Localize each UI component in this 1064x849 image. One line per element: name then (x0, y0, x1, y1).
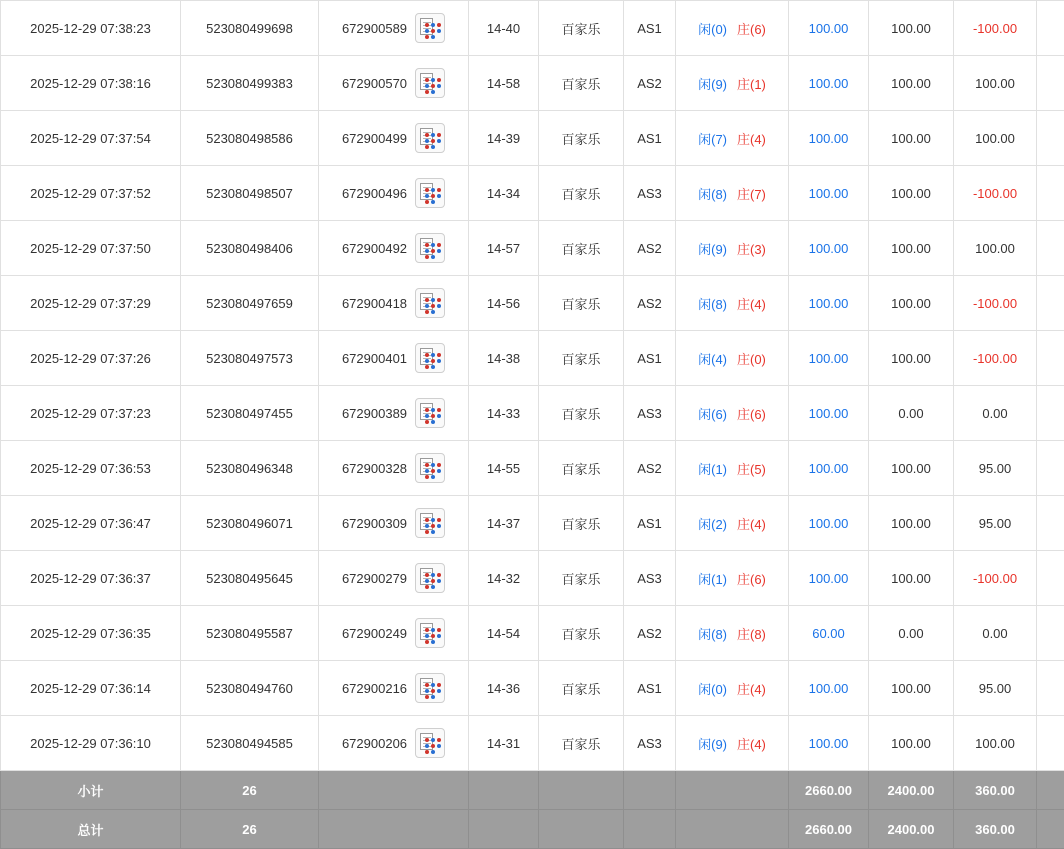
cell-time: 2025-12-29 07:37:29 (1, 276, 181, 331)
road-map-icon[interactable] (415, 508, 445, 538)
cell-bet (676, 386, 789, 441)
table-row (1, 276, 1064, 331)
total-seat-blank (624, 810, 676, 849)
bet-banker: 庄(8) (737, 624, 766, 643)
road-map-icon[interactable] (415, 178, 445, 208)
cell-round-no (319, 551, 469, 606)
total-round-blank (319, 810, 469, 849)
cell-spacer (1037, 56, 1064, 111)
total-spacer (1037, 810, 1064, 849)
round-no-text: 672900389 (342, 406, 407, 421)
subtotal-spacer (1037, 771, 1064, 810)
round-no-text: 672900589 (342, 21, 407, 36)
cell-order-no: 523080499383 (181, 56, 319, 111)
cell-spacer (1037, 221, 1064, 276)
subtotal-seat-blank (624, 771, 676, 810)
cell-table-no: 14-38 (469, 331, 539, 386)
cell-order-no: 523080494760 (181, 661, 319, 716)
cell-time: 2025-12-29 07:36:35 (1, 606, 181, 661)
cell-time: 2025-12-29 07:36:47 (1, 496, 181, 551)
road-map-icon[interactable] (415, 563, 445, 593)
round-no-text: 672900279 (342, 571, 407, 586)
cell-spacer (1037, 606, 1064, 661)
cell-valid-amount: 100.00 (869, 441, 954, 496)
cell-valid-amount: 100.00 (869, 111, 954, 166)
subtotal-row (1, 771, 1064, 810)
cell-time: 2025-12-29 07:37:52 (1, 166, 181, 221)
cell-result: 100.00 (954, 221, 1037, 276)
total-table-blank (469, 810, 539, 849)
bet-player: 闲(2) (698, 514, 727, 533)
round-no-text: 672900401 (342, 351, 407, 366)
table-row (1, 56, 1064, 111)
cell-game: 百家乐 (539, 716, 624, 771)
bet-banker: 庄(3) (737, 239, 766, 258)
bet-player: 闲(0) (698, 19, 727, 38)
cell-table-no: 14-34 (469, 166, 539, 221)
cell-result: -100.00 (954, 331, 1037, 386)
total-valid-amount: 2400.00 (869, 810, 954, 849)
cell-seat: AS2 (624, 441, 676, 496)
cell-seat: AS2 (624, 606, 676, 661)
cell-spacer (1037, 1, 1064, 56)
cell-valid-amount: 100.00 (869, 276, 954, 331)
cell-time: 2025-12-29 07:36:37 (1, 551, 181, 606)
cell-valid-amount: 100.00 (869, 221, 954, 276)
cell-result: 95.00 (954, 441, 1037, 496)
cell-game: 百家乐 (539, 551, 624, 606)
cell-table-no: 14-31 (469, 716, 539, 771)
cell-game: 百家乐 (539, 441, 624, 496)
cell-amount: 100.00 (789, 551, 869, 606)
cell-amount: 100.00 (789, 276, 869, 331)
bet-records-body (1, 1, 1064, 849)
cell-result: 0.00 (954, 606, 1037, 661)
cell-order-no: 523080496071 (181, 496, 319, 551)
cell-result: 95.00 (954, 496, 1037, 551)
cell-valid-amount: 0.00 (869, 606, 954, 661)
cell-table-no: 14-56 (469, 276, 539, 331)
cell-result: 100.00 (954, 716, 1037, 771)
bet-banker: 庄(4) (737, 679, 766, 698)
cell-game: 百家乐 (539, 496, 624, 551)
table-row (1, 111, 1064, 166)
cell-order-no: 523080499698 (181, 1, 319, 56)
cell-seat: AS1 (624, 496, 676, 551)
cell-spacer (1037, 111, 1064, 166)
cell-seat: AS2 (624, 276, 676, 331)
cell-seat: AS2 (624, 221, 676, 276)
cell-bet (676, 441, 789, 496)
bet-banker: 庄(1) (737, 74, 766, 93)
subtotal-round-blank (319, 771, 469, 810)
cell-table-no: 14-57 (469, 221, 539, 276)
cell-spacer (1037, 276, 1064, 331)
cell-order-no: 523080498586 (181, 111, 319, 166)
cell-valid-amount: 100.00 (869, 716, 954, 771)
subtotal-result: 360.00 (954, 771, 1037, 810)
cell-order-no: 523080498507 (181, 166, 319, 221)
bet-player: 闲(9) (698, 734, 727, 753)
cell-time: 2025-12-29 07:36:53 (1, 441, 181, 496)
round-no-text: 672900206 (342, 736, 407, 751)
cell-table-no: 14-32 (469, 551, 539, 606)
table-row (1, 661, 1064, 716)
bet-banker: 庄(4) (737, 294, 766, 313)
cell-bet (676, 1, 789, 56)
cell-valid-amount: 100.00 (869, 551, 954, 606)
cell-round-no (319, 441, 469, 496)
cell-time: 2025-12-29 07:36:14 (1, 661, 181, 716)
bet-player: 闲(7) (698, 129, 727, 148)
cell-order-no: 523080495645 (181, 551, 319, 606)
cell-game: 百家乐 (539, 166, 624, 221)
cell-bet (676, 606, 789, 661)
bet-player: 闲(1) (698, 459, 727, 478)
cell-round-no (319, 56, 469, 111)
road-map-icon[interactable] (415, 68, 445, 98)
cell-seat: AS3 (624, 166, 676, 221)
cell-game: 百家乐 (539, 56, 624, 111)
cell-spacer (1037, 441, 1064, 496)
cell-valid-amount: 100.00 (869, 1, 954, 56)
round-no-text: 672900570 (342, 76, 407, 91)
cell-result: 100.00 (954, 111, 1037, 166)
bet-player: 闲(0) (698, 679, 727, 698)
cell-bet (676, 551, 789, 606)
cell-order-no: 523080498406 (181, 221, 319, 276)
cell-table-no: 14-40 (469, 1, 539, 56)
cell-game: 百家乐 (539, 1, 624, 56)
cell-time: 2025-12-29 07:36:10 (1, 716, 181, 771)
cell-bet (676, 276, 789, 331)
cell-result: -100.00 (954, 1, 1037, 56)
cell-table-no: 14-36 (469, 661, 539, 716)
table-row (1, 386, 1064, 441)
cell-game: 百家乐 (539, 221, 624, 276)
cell-amount: 100.00 (789, 661, 869, 716)
subtotal-count: 26 (181, 771, 319, 810)
cell-valid-amount: 0.00 (869, 386, 954, 441)
cell-seat: AS1 (624, 111, 676, 166)
cell-order-no: 523080495587 (181, 606, 319, 661)
cell-seat: AS3 (624, 386, 676, 441)
cell-amount: 100.00 (789, 111, 869, 166)
cell-amount: 100.00 (789, 716, 869, 771)
cell-spacer (1037, 166, 1064, 221)
cell-valid-amount: 100.00 (869, 166, 954, 221)
cell-order-no: 523080497455 (181, 386, 319, 441)
table-row (1, 441, 1064, 496)
cell-valid-amount: 100.00 (869, 496, 954, 551)
cell-game: 百家乐 (539, 331, 624, 386)
cell-amount: 100.00 (789, 496, 869, 551)
table-row (1, 166, 1064, 221)
subtotal-table-blank (469, 771, 539, 810)
bet-player: 闲(9) (698, 74, 727, 93)
bet-banker: 庄(6) (737, 19, 766, 38)
bet-banker: 庄(4) (737, 734, 766, 753)
cell-seat: AS1 (624, 331, 676, 386)
total-amount: 2660.00 (789, 810, 869, 849)
subtotal-bet-blank (676, 771, 789, 810)
bet-banker: 庄(4) (737, 129, 766, 148)
subtotal-valid-amount: 2400.00 (869, 771, 954, 810)
table-row (1, 551, 1064, 606)
cell-bet (676, 661, 789, 716)
bet-player: 闲(8) (698, 294, 727, 313)
bet-player: 闲(8) (698, 624, 727, 643)
round-no-text: 672900216 (342, 681, 407, 696)
bet-player: 闲(8) (698, 184, 727, 203)
cell-time: 2025-12-29 07:38:16 (1, 56, 181, 111)
cell-bet (676, 331, 789, 386)
cell-seat: AS3 (624, 551, 676, 606)
cell-table-no: 14-33 (469, 386, 539, 441)
total-row (1, 810, 1064, 849)
cell-seat: AS1 (624, 661, 676, 716)
bet-banker: 庄(5) (737, 459, 766, 478)
cell-order-no: 523080494585 (181, 716, 319, 771)
table-row (1, 606, 1064, 661)
cell-seat: AS3 (624, 716, 676, 771)
round-no-text: 672900499 (342, 131, 407, 146)
road-map-icon[interactable] (415, 398, 445, 428)
round-no-text: 672900309 (342, 516, 407, 531)
cell-round-no (319, 276, 469, 331)
road-map-icon[interactable] (415, 673, 445, 703)
cell-result: 100.00 (954, 56, 1037, 111)
cell-table-no: 14-58 (469, 56, 539, 111)
cell-round-no (319, 1, 469, 56)
cell-spacer (1037, 496, 1064, 551)
table-row (1, 496, 1064, 551)
cell-result: -100.00 (954, 166, 1037, 221)
cell-round-no (319, 331, 469, 386)
cell-amount: 100.00 (789, 1, 869, 56)
cell-round-no (319, 661, 469, 716)
cell-table-no: 14-39 (469, 111, 539, 166)
cell-bet (676, 111, 789, 166)
subtotal-amount: 2660.00 (789, 771, 869, 810)
total-count: 26 (181, 810, 319, 849)
table-row (1, 716, 1064, 771)
table-row (1, 331, 1064, 386)
cell-game: 百家乐 (539, 661, 624, 716)
cell-time: 2025-12-29 07:37:50 (1, 221, 181, 276)
cell-valid-amount: 100.00 (869, 331, 954, 386)
cell-bet (676, 496, 789, 551)
road-map-icon[interactable] (415, 728, 445, 758)
road-map-icon[interactable] (415, 13, 445, 43)
cell-spacer (1037, 331, 1064, 386)
cell-table-no: 14-37 (469, 496, 539, 551)
cell-time: 2025-12-29 07:37:23 (1, 386, 181, 441)
bet-banker: 庄(6) (737, 404, 766, 423)
round-no-text: 672900328 (342, 461, 407, 476)
cell-table-no: 14-54 (469, 606, 539, 661)
cell-spacer (1037, 661, 1064, 716)
cell-amount: 100.00 (789, 441, 869, 496)
cell-table-no: 14-55 (469, 441, 539, 496)
total-result: 360.00 (954, 810, 1037, 849)
round-no-text: 672900249 (342, 626, 407, 641)
cell-order-no: 523080497573 (181, 331, 319, 386)
cell-amount: 100.00 (789, 331, 869, 386)
round-no-text: 672900418 (342, 296, 407, 311)
cell-spacer (1037, 386, 1064, 441)
total-bet-blank (676, 810, 789, 849)
round-no-text: 672900492 (342, 241, 407, 256)
cell-bet (676, 56, 789, 111)
cell-spacer (1037, 716, 1064, 771)
cell-time: 2025-12-29 07:38:23 (1, 1, 181, 56)
cell-amount: 60.00 (789, 606, 869, 661)
cell-amount: 100.00 (789, 221, 869, 276)
cell-amount: 100.00 (789, 386, 869, 441)
cell-result: -100.00 (954, 551, 1037, 606)
cell-round-no (319, 716, 469, 771)
road-map-icon[interactable] (415, 233, 445, 263)
road-map-icon[interactable] (415, 288, 445, 318)
cell-result: 0.00 (954, 386, 1037, 441)
cell-order-no: 523080496348 (181, 441, 319, 496)
total-label: 总计 (1, 810, 181, 849)
cell-round-no (319, 111, 469, 166)
cell-game: 百家乐 (539, 606, 624, 661)
bet-banker: 庄(6) (737, 569, 766, 588)
bet-banker: 庄(4) (737, 514, 766, 533)
road-map-icon[interactable] (415, 343, 445, 373)
cell-round-no (319, 221, 469, 276)
bet-player: 闲(9) (698, 239, 727, 258)
road-map-icon[interactable] (415, 453, 445, 483)
table-row (1, 1, 1064, 56)
cell-amount: 100.00 (789, 166, 869, 221)
cell-time: 2025-12-29 07:37:26 (1, 331, 181, 386)
cell-result: -100.00 (954, 276, 1037, 331)
bet-player: 闲(4) (698, 349, 727, 368)
cell-seat: AS1 (624, 1, 676, 56)
cell-game: 百家乐 (539, 276, 624, 331)
bet-player: 闲(1) (698, 569, 727, 588)
bet-player: 闲(6) (698, 404, 727, 423)
cell-seat: AS2 (624, 56, 676, 111)
cell-game: 百家乐 (539, 111, 624, 166)
cell-round-no (319, 496, 469, 551)
bet-banker: 庄(0) (737, 349, 766, 368)
total-game-blank (539, 810, 624, 849)
road-map-icon[interactable] (415, 123, 445, 153)
bet-banker: 庄(7) (737, 184, 766, 203)
table-row (1, 221, 1064, 276)
cell-round-no (319, 386, 469, 441)
cell-bet (676, 221, 789, 276)
cell-time: 2025-12-29 07:37:54 (1, 111, 181, 166)
cell-bet (676, 716, 789, 771)
cell-game: 百家乐 (539, 386, 624, 441)
cell-order-no: 523080497659 (181, 276, 319, 331)
cell-valid-amount: 100.00 (869, 661, 954, 716)
cell-result: 95.00 (954, 661, 1037, 716)
cell-valid-amount: 100.00 (869, 56, 954, 111)
subtotal-game-blank (539, 771, 624, 810)
cell-amount: 100.00 (789, 56, 869, 111)
cell-round-no (319, 166, 469, 221)
cell-bet (676, 166, 789, 221)
cell-spacer (1037, 551, 1064, 606)
road-map-icon[interactable] (415, 618, 445, 648)
subtotal-label: 小计 (1, 771, 181, 810)
cell-round-no (319, 606, 469, 661)
round-no-text: 672900496 (342, 186, 407, 201)
